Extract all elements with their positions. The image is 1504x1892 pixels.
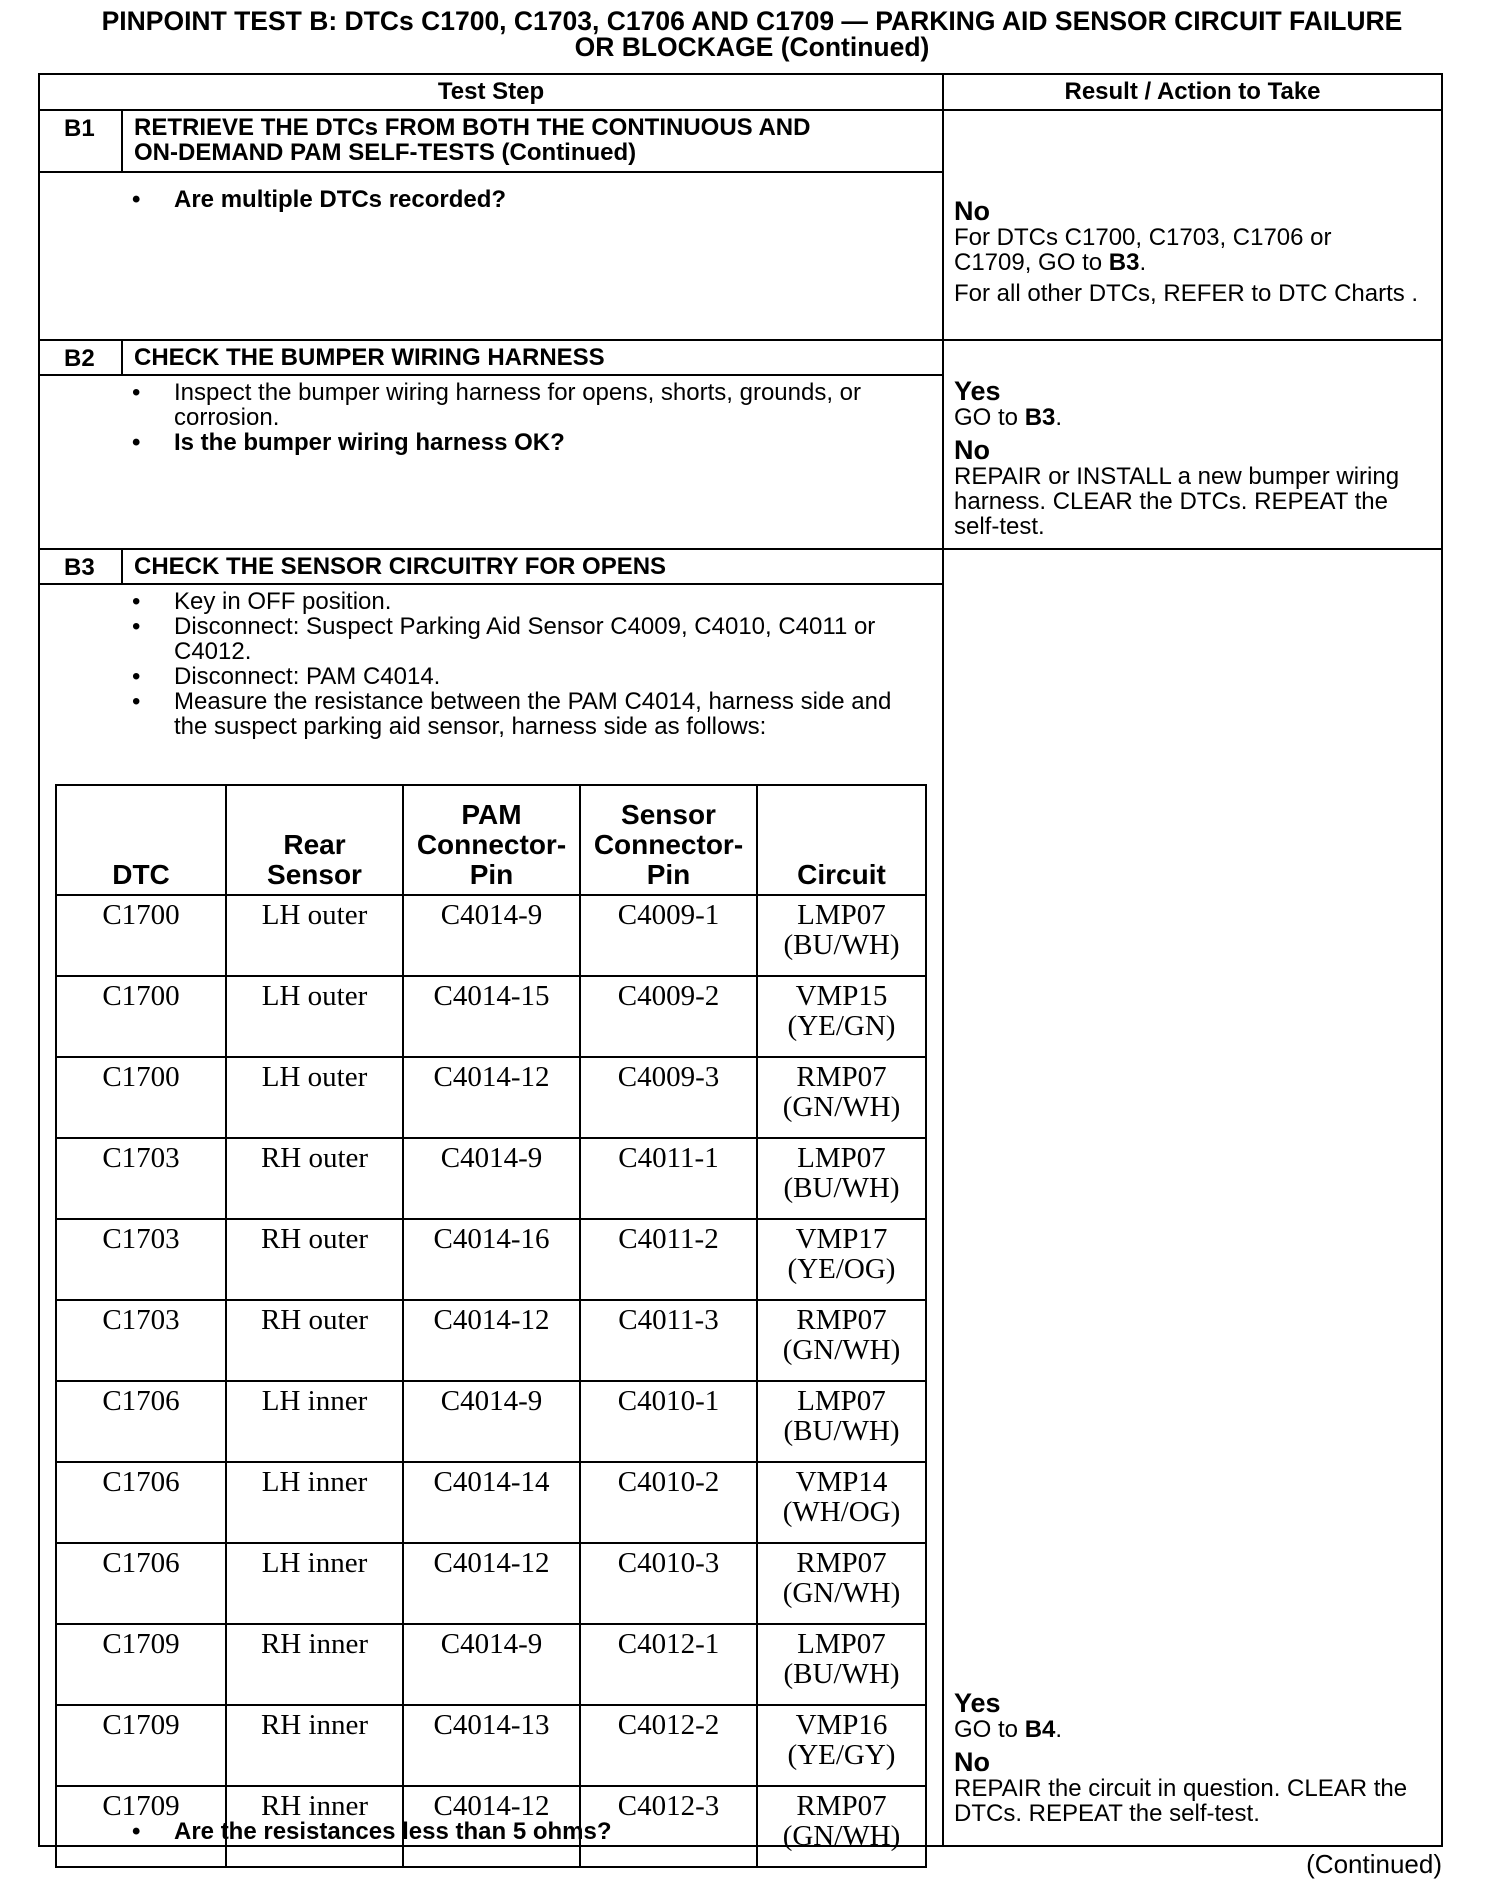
cell-pam-pin: C4014-9 xyxy=(403,1624,580,1705)
cell-pam-pin: C4014-9 xyxy=(403,895,580,976)
cell-pam-pin: C4014-9 xyxy=(403,1138,580,1219)
circuit-id: VMP16 xyxy=(795,1709,888,1741)
wire-color: (BU/WH) xyxy=(783,929,900,961)
cell-dtc: C1709 xyxy=(56,1624,226,1705)
b2-bottom-rule xyxy=(40,548,1441,550)
cell-sensor-pin: C4011-2 xyxy=(580,1219,757,1300)
cell-pam-pin: C4014-12 xyxy=(403,1786,580,1867)
step-b3-bullet-1: • Key in OFF position. xyxy=(132,589,922,614)
cell-sensor-pin: C4009-3 xyxy=(580,1057,757,1138)
wire-color: (BU/WH) xyxy=(783,1172,900,1204)
cell-dtc: C1700 xyxy=(56,1057,226,1138)
circuit-id: VMP17 xyxy=(795,1223,888,1255)
table-row xyxy=(56,1219,926,1300)
step-b3-title: CHECK THE SENSOR CIRCUITRY FOR OPENS xyxy=(134,553,667,580)
circuit-id: LMP07 xyxy=(797,899,886,931)
cell-dtc: C1703 xyxy=(56,1300,226,1381)
cell-rear-sensor: RH inner xyxy=(226,1705,403,1786)
step-b3-number: B3 xyxy=(64,554,95,581)
circuit-id: LMP07 xyxy=(797,1628,886,1660)
cell-dtc: C1706 xyxy=(56,1543,226,1624)
cell-circuit xyxy=(757,1705,926,1786)
header-test-step: Test Step xyxy=(437,78,545,105)
cell-circuit xyxy=(757,895,926,976)
title-line-1: PINPOINT TEST B: DTCs C1700, C1703, C1706 AND C1709 — PARKING AID SENSOR CIRCUIT FAILURE xyxy=(101,6,1403,36)
cell-sensor-pin: C4012-2 xyxy=(580,1705,757,1786)
step-b3-bullet-4: • Measure the resistance between the PAM C4014, harness side and the suspect parking aid sensor, harness side as follows: xyxy=(132,689,922,739)
circuit-id: VMP14 xyxy=(795,1466,888,1498)
cell-rear-sensor: RH inner xyxy=(226,1624,403,1705)
cell-dtc: C1706 xyxy=(56,1381,226,1462)
header-result: Result / Action to Take xyxy=(1064,78,1321,105)
col-dtc: DTC xyxy=(56,785,226,895)
step-b2-title: CHECK THE BUMPER WIRING HARNESS xyxy=(134,344,605,371)
step-b1-bullets xyxy=(132,187,932,212)
cell-circuit xyxy=(757,1219,926,1300)
step-b1-question: • Are multiple DTCs recorded? xyxy=(132,187,932,212)
cell-circuit xyxy=(757,1138,926,1219)
cell-pam-pin: C4014-14 xyxy=(403,1462,580,1543)
step-b2-result xyxy=(954,377,1439,545)
col-pam-connector-pin: PAM Connector- Pin xyxy=(403,785,580,895)
cell-rear-sensor: LH inner xyxy=(226,1381,403,1462)
step-b1-title-line-2: ON-DEMAND PAM SELF-TESTS (Continued) xyxy=(134,139,637,166)
col-sensor-connector-pin: Sensor Connector- Pin xyxy=(580,785,757,895)
b1-no-text: For DTCs C1700, C1703, C1706 or C1709, GO to B3. xyxy=(954,224,1332,276)
table-row xyxy=(56,1543,926,1624)
circuit-id: RMP07 xyxy=(796,1061,887,1093)
wire-color: (GN/WH) xyxy=(782,1577,901,1609)
continued-note: (Continued) xyxy=(1306,1849,1442,1879)
cell-circuit xyxy=(757,1381,926,1462)
cell-pam-pin: C4014-12 xyxy=(403,1300,580,1381)
circuit-table-header xyxy=(56,785,926,895)
cell-dtc: C1700 xyxy=(56,895,226,976)
step-b2-question: • Is the bumper wiring harness OK? xyxy=(132,430,922,455)
cell-rear-sensor: RH outer xyxy=(226,1300,403,1381)
cell-sensor-pin: C4009-2 xyxy=(580,976,757,1057)
cell-sensor-pin: C4010-3 xyxy=(580,1543,757,1624)
table-row xyxy=(56,1300,926,1381)
col-rear-sensor: Rear Sensor xyxy=(226,785,403,895)
circuit-table xyxy=(55,784,927,1868)
wire-color: (YE/GY) xyxy=(787,1739,896,1771)
b3-title-rule xyxy=(40,583,942,585)
cell-circuit xyxy=(757,1624,926,1705)
circuit-id: LMP07 xyxy=(797,1142,886,1174)
cell-sensor-pin: C4009-1 xyxy=(580,895,757,976)
cell-dtc: C1700 xyxy=(56,976,226,1057)
b3-no-text: REPAIR the circuit in question. CLEAR the DTCs. REPEAT the self-test. xyxy=(954,1775,1408,1827)
b3-yes-text: GO to B4. xyxy=(954,1716,1063,1743)
cell-rear-sensor: LH outer xyxy=(226,895,403,976)
table-row xyxy=(56,1381,926,1462)
title-line-2: OR BLOCKAGE (Continued) xyxy=(574,32,930,62)
cell-dtc: C1703 xyxy=(56,1138,226,1219)
cell-rear-sensor: RH outer xyxy=(226,1219,403,1300)
cell-sensor-pin: C4011-3 xyxy=(580,1300,757,1381)
cell-pam-pin: C4014-16 xyxy=(403,1219,580,1300)
wire-color: (GN/WH) xyxy=(782,1091,901,1123)
b1-other-text: For all other DTCs, REFER to DTC Charts . xyxy=(954,280,1419,307)
cell-sensor-pin: C4010-1 xyxy=(580,1381,757,1462)
cell-rear-sensor: RH outer xyxy=(226,1138,403,1219)
table-row xyxy=(56,895,926,976)
b2-yes-label: Yes xyxy=(954,376,1001,406)
step-b2-number: B2 xyxy=(64,345,95,372)
cell-pam-pin: C4014-15 xyxy=(403,976,580,1057)
circuit-id: RMP07 xyxy=(796,1304,887,1336)
wire-color: (BU/WH) xyxy=(783,1658,900,1690)
cell-rear-sensor: LH outer xyxy=(226,976,403,1057)
b2-yes-text: GO to B3. xyxy=(954,404,1063,431)
step-b1-title xyxy=(134,115,810,165)
cell-rear-sensor: LH outer xyxy=(226,1057,403,1138)
cell-circuit xyxy=(757,1057,926,1138)
b1-no-label: No xyxy=(954,196,990,226)
cell-sensor-pin: C4011-1 xyxy=(580,1138,757,1219)
step-b1-title-line-1: RETRIEVE THE DTCs FROM BOTH THE CONTINUOUS AND xyxy=(134,114,811,141)
circuit-id: LMP07 xyxy=(797,1385,886,1417)
cell-circuit xyxy=(757,1462,926,1543)
step-b3-bullets xyxy=(132,589,922,739)
step-b2-bullets xyxy=(132,380,922,455)
table-row xyxy=(56,1462,926,1543)
table-row xyxy=(56,1624,926,1705)
cell-pam-pin: C4014-9 xyxy=(403,1381,580,1462)
step-b3-result xyxy=(954,1689,1441,1826)
b3-num-divider xyxy=(121,548,123,584)
step-b1-number: B1 xyxy=(64,115,95,142)
step-b1-result xyxy=(954,197,1434,312)
cell-dtc: C1703 xyxy=(56,1219,226,1300)
cell-sensor-pin: C4012-1 xyxy=(580,1624,757,1705)
cell-rear-sensor: RH inner xyxy=(226,1786,403,1867)
b2-no-label: No xyxy=(954,435,990,465)
wire-color: (GN/WH) xyxy=(782,1820,901,1852)
cell-dtc: C1706 xyxy=(56,1462,226,1543)
cell-pam-pin: C4014-12 xyxy=(403,1543,580,1624)
cell-circuit xyxy=(757,976,926,1057)
circuit-id: RMP07 xyxy=(796,1790,887,1822)
b1-title-rule xyxy=(40,171,942,173)
wire-color: (YE/GN) xyxy=(787,1010,896,1042)
cell-rear-sensor: LH inner xyxy=(226,1543,403,1624)
wire-color: (WH/OG) xyxy=(782,1496,901,1528)
header-rule xyxy=(40,109,1441,111)
b2-title-rule xyxy=(40,374,942,376)
step-b3-bullet-3: • Disconnect: PAM C4014. xyxy=(132,664,922,689)
col-circuit: Circuit xyxy=(757,785,926,895)
b3-yes-label: Yes xyxy=(954,1688,1001,1718)
table-row xyxy=(56,1138,926,1219)
table-row xyxy=(56,1057,926,1138)
circuit-id: VMP15 xyxy=(795,980,888,1012)
cell-sensor-pin: C4010-2 xyxy=(580,1462,757,1543)
table-row xyxy=(56,1705,926,1786)
wire-color: (YE/OG) xyxy=(787,1253,896,1285)
step-b2-bullet: • Inspect the bumper wiring harness for opens, shorts, grounds, or corrosion. xyxy=(132,380,922,430)
cell-circuit xyxy=(757,1300,926,1381)
circuit-id: RMP07 xyxy=(796,1547,887,1579)
cell-dtc: C1709 xyxy=(56,1705,226,1786)
cell-pam-pin: C4014-12 xyxy=(403,1057,580,1138)
wire-color: (GN/WH) xyxy=(782,1334,901,1366)
b1-num-divider xyxy=(121,109,123,171)
cell-dtc: C1709 xyxy=(56,1786,226,1867)
wire-color: (BU/WH) xyxy=(783,1415,900,1447)
cell-pam-pin: C4014-13 xyxy=(403,1705,580,1786)
b2-no-text: REPAIR or INSTALL a new bumper wiring harness. CLEAR the DTCs. REPEAT the self-test. xyxy=(954,463,1400,540)
b3-no-label: No xyxy=(954,1747,990,1777)
step-b3-bullet-2: • Disconnect: Suspect Parking Aid Sensor C4009, C4010, C4011 or C4012. xyxy=(132,614,922,664)
b1-bottom-rule xyxy=(40,339,1441,341)
cell-rear-sensor: LH inner xyxy=(226,1462,403,1543)
table-row xyxy=(56,976,926,1057)
pinpoint-test-table xyxy=(38,73,1443,1852)
b2-num-divider xyxy=(121,339,123,375)
cell-circuit xyxy=(757,1543,926,1624)
page-title xyxy=(0,8,1504,60)
cell-sensor-pin: C4012-3 xyxy=(580,1786,757,1867)
step-b3-question-list xyxy=(132,1819,922,1844)
step-b3-question: • Are the resistances less than 5 ohms? xyxy=(132,1819,922,1844)
